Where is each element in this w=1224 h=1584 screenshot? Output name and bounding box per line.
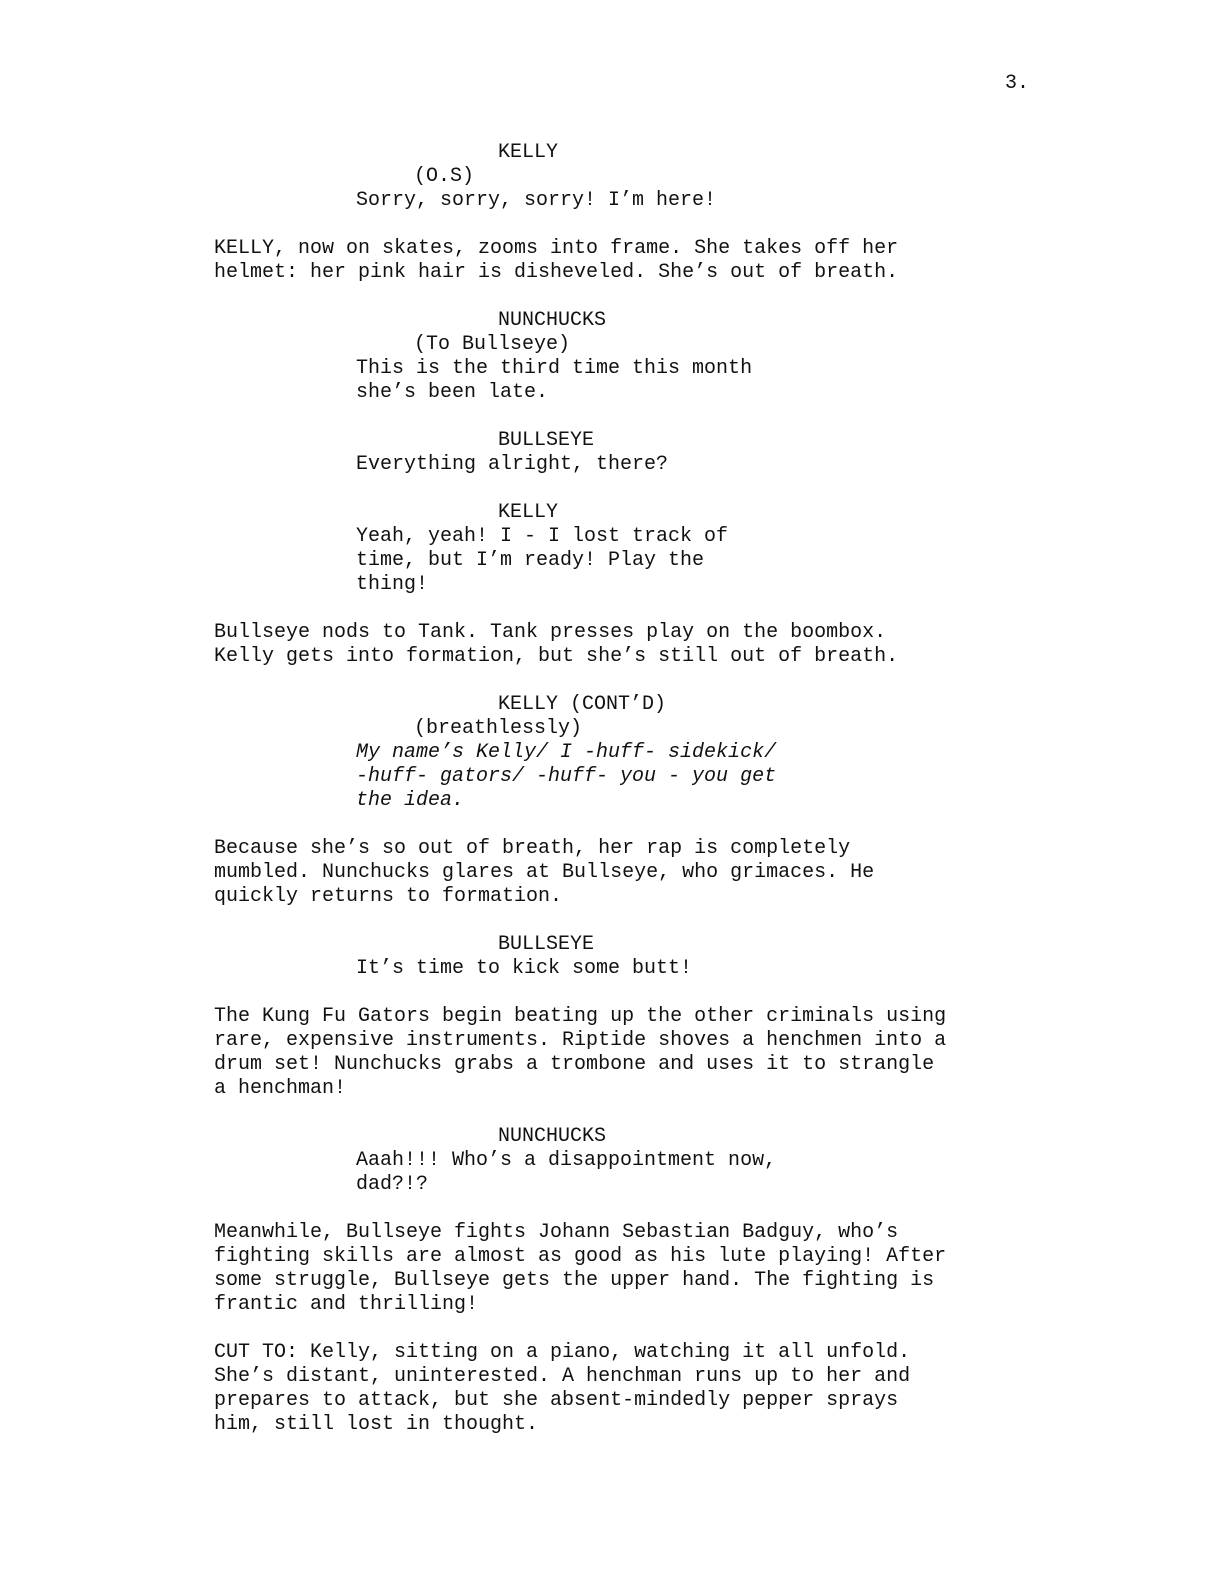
- dialogue-line: dad?!?: [356, 1173, 429, 1196]
- dialogue-line: Everything alright, there?: [356, 453, 669, 476]
- action-line: Because she’s so out of breath, her rap is completely: [214, 837, 851, 860]
- action-line: KELLY, now on skates, zooms into frame. She takes off her: [214, 237, 899, 260]
- dialogue-block: [214, 189, 1094, 213]
- action-block: [214, 237, 1094, 285]
- action-line: frantic and thrilling!: [214, 1293, 479, 1316]
- blank-line: [214, 1317, 1094, 1341]
- dialogue-block: [214, 525, 1094, 597]
- character-name: KELLY: [498, 141, 559, 164]
- action-line: quickly returns to formation.: [214, 885, 563, 908]
- dialogue-line: Sorry, sorry, sorry! I’m here!: [356, 189, 717, 212]
- action-block: [214, 837, 1094, 909]
- blank-line: [214, 909, 1094, 933]
- screenplay-body: [214, 141, 1094, 1437]
- blank-line: [214, 1101, 1094, 1125]
- page-number: 3.: [1005, 72, 1030, 95]
- blank-line: [214, 405, 1094, 429]
- action-line: fighting skills are almost as good as his lute playing! After: [214, 1245, 947, 1268]
- dialogue-block: [214, 957, 1094, 981]
- action-line: She’s distant, uninterested. A henchman runs up to her and: [214, 1365, 911, 1388]
- parenthetical: (O.S): [414, 165, 475, 188]
- action-line: Meanwhile, Bullseye fights Johann Sebastian Badguy, who’s: [214, 1221, 899, 1244]
- character-name: BULLSEYE: [498, 429, 595, 452]
- blank-line: [214, 597, 1094, 621]
- character-name: BULLSEYE: [498, 933, 595, 956]
- blank-line: [214, 669, 1094, 693]
- action-block: [214, 1005, 1094, 1101]
- dialogue-block: [214, 357, 1094, 405]
- dialogue-line: This is the third time this month: [356, 357, 753, 380]
- character-name: NUNCHUCKS: [498, 309, 607, 332]
- dialogue-line: thing!: [356, 573, 429, 596]
- dialogue-line: Yeah, yeah! I - I lost track of: [356, 525, 729, 548]
- dialogue-line: -huff- gators/ -huff- you - you get: [356, 765, 777, 788]
- dialogue-line: time, but I’m ready! Play the: [356, 549, 705, 572]
- blank-line: [214, 213, 1094, 237]
- dialogue-block: [214, 1149, 1094, 1197]
- action-block: [214, 1341, 1094, 1437]
- action-block: [214, 1221, 1094, 1317]
- dialogue-block: [214, 453, 1094, 477]
- action-line: a henchman!: [214, 1077, 347, 1100]
- blank-line: [214, 1197, 1094, 1221]
- action-line: The Kung Fu Gators begin beating up the other criminals using: [214, 1005, 947, 1028]
- character-name: KELLY (CONT’D): [498, 693, 667, 716]
- action-block: [214, 621, 1094, 669]
- action-line: some struggle, Bullseye gets the upper hand. The fighting is: [214, 1269, 935, 1292]
- blank-line: [214, 981, 1094, 1005]
- dialogue-block: [214, 741, 1094, 813]
- dialogue-line: Aaah!!! Who’s a disappointment now,: [356, 1149, 777, 1172]
- action-line: prepares to attack, but she absent-mindedly pepper sprays: [214, 1389, 899, 1412]
- character-name: KELLY: [498, 501, 559, 524]
- blank-line: [214, 813, 1094, 837]
- action-line: Kelly gets into formation, but she’s still out of breath.: [214, 645, 899, 668]
- action-line: him, still lost in thought.: [214, 1413, 539, 1436]
- blank-line: [214, 477, 1094, 501]
- parenthetical: (To Bullseye): [414, 333, 571, 356]
- parenthetical: (breathlessly): [414, 717, 583, 740]
- character-name: NUNCHUCKS: [498, 1125, 607, 1148]
- action-line: mumbled. Nunchucks glares at Bullseye, who grimaces. He: [214, 861, 875, 884]
- action-line: helmet: her pink hair is disheveled. She’s out of breath.: [214, 261, 899, 284]
- dialogue-line: the idea.: [356, 789, 465, 812]
- action-line: rare, expensive instruments. Riptide shoves a henchmen into a: [214, 1029, 947, 1052]
- blank-line: [214, 285, 1094, 309]
- dialogue-line: she’s been late.: [356, 381, 549, 404]
- action-line: drum set! Nunchucks grabs a trombone and uses it to strangle: [214, 1053, 935, 1076]
- dialogue-line: My name’s Kelly/ I -huff- sidekick/: [356, 741, 777, 764]
- dialogue-line: It’s time to kick some butt!: [356, 957, 693, 980]
- action-line: CUT TO: Kelly, sitting on a piano, watching it all unfold.: [214, 1341, 911, 1364]
- action-line: Bullseye nods to Tank. Tank presses play on the boombox.: [214, 621, 887, 644]
